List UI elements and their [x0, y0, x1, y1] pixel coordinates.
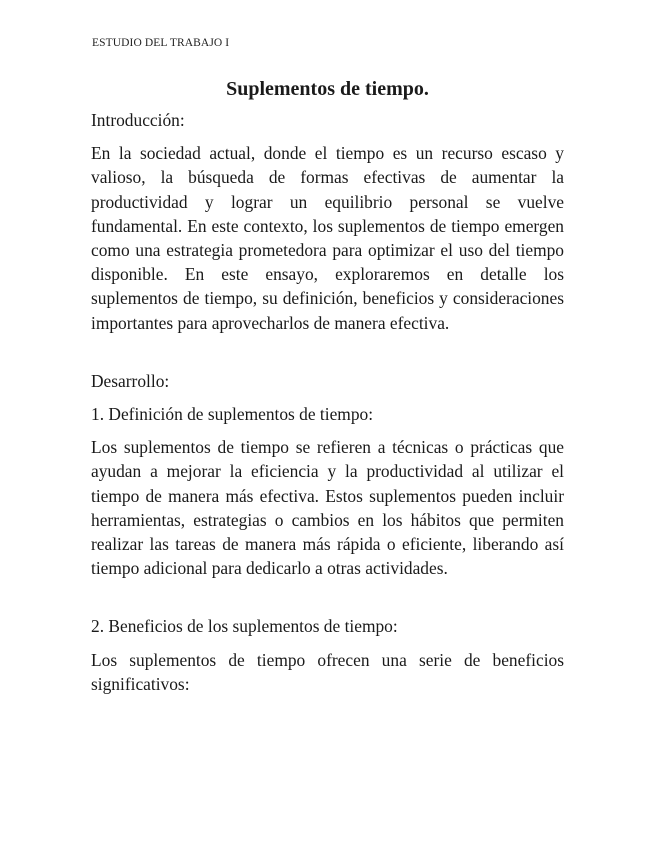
- section-2-paragraph: Los suplementos de tiempo ofrecen una serie de beneficios significativos:: [91, 649, 564, 694]
- introduction-paragraph: En la sociedad actual, donde el tiempo es un recurso escaso y valioso, la búsqueda de formas efectivas de aumentar la productividad y lograr un equilibrio personal se vuelve fundamental. En este contexto, los suplementos de tiempo emergen como una estrategia prometedora para optimizar el uso del tiempo disponible. En este ensayo, exploraremos en detalle los suplementos de tiempo, su definición, beneficios y consideraciones importantes para aprovecharlos de manera efectiva.: [91, 143, 564, 333]
- section-1-heading: 1. Definición de suplementos de tiempo:: [91, 404, 374, 425]
- section-spacer: [91, 335, 564, 369]
- section-2-heading: 2. Beneficios de los suplementos de tiempo:: [91, 616, 398, 637]
- running-header: ESTUDIO DEL TRABAJO I: [92, 37, 230, 49]
- document-title: Suplementos de tiempo.: [226, 78, 429, 100]
- introduction-heading: Introducción:: [91, 110, 185, 130]
- section-1-paragraph: Los suplementos de tiempo se refieren a técnicas o prácticas que ayudan a mejorar la eficiencia y la productividad al utilizar el tiempo de manera más efectiva. Estos suplementos pueden incluir herramientas, estrategias o cambios en los hábitos que permiten realizar las tareas de manera más rápida o eficiente, liberando así tiempo adicional para dedicarlo a otras actividades.: [91, 437, 564, 579]
- section-spacer: [91, 580, 564, 614]
- document-body: [91, 76, 564, 696]
- development-heading: Desarrollo:: [91, 370, 170, 391]
